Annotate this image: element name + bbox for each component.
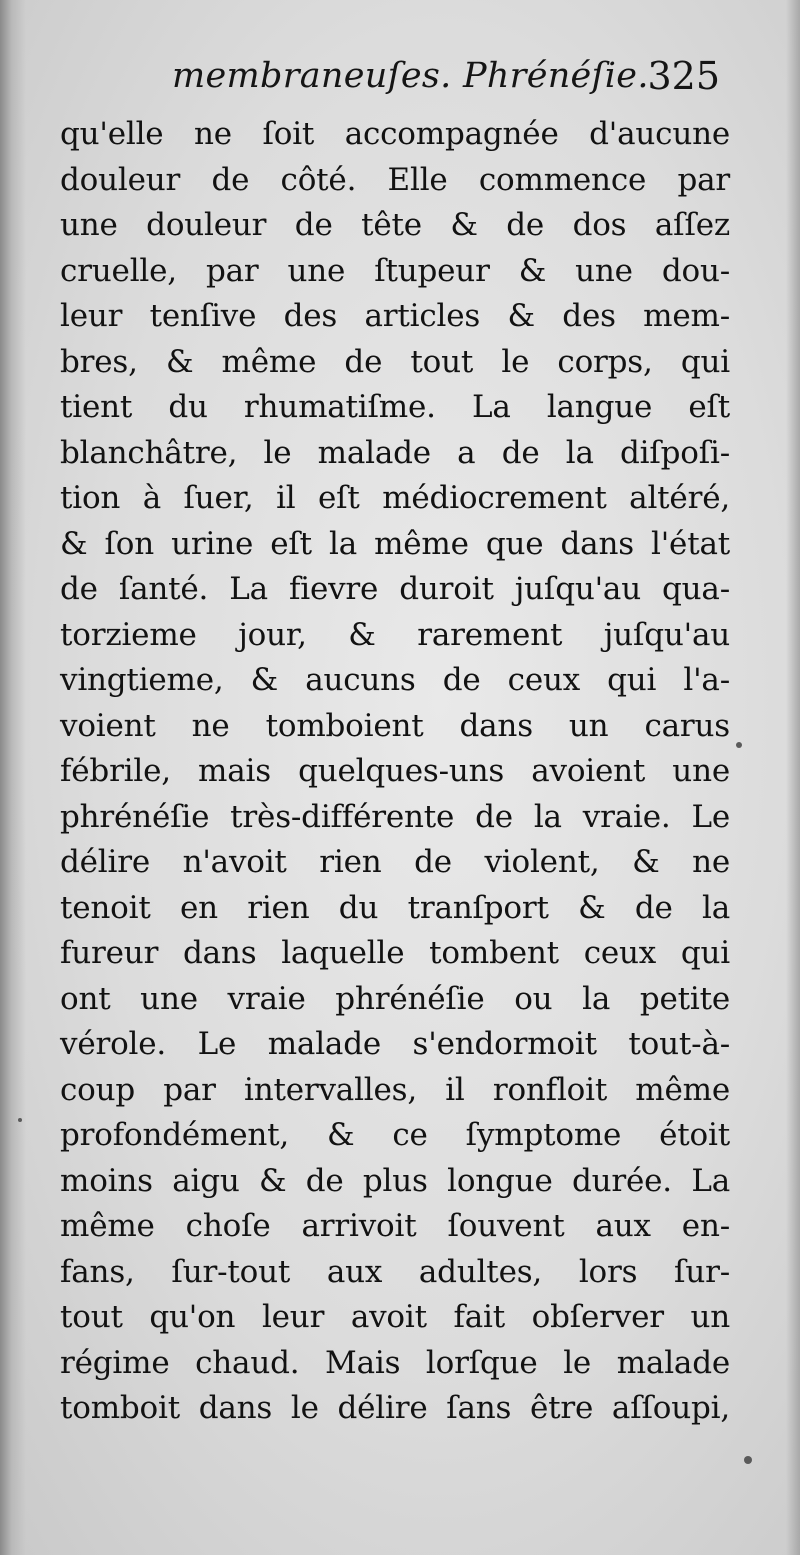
text-line: fans, ſur-tout aux adultes, lors ſur- (60, 1253, 730, 1290)
paper-speck (736, 742, 742, 748)
paper-speck (744, 1456, 752, 1464)
text-line: vérole. Le malade s'endormoit tout-à- (60, 1026, 730, 1062)
text-line: tion à ſuer, il eſt médiocrement altéré, (60, 480, 730, 516)
text-line: fébrile, mais quelques-uns avoient une (60, 753, 730, 789)
page-edge-shadow (786, 0, 800, 1555)
text-line: fureur dans laquelle tombent ceux qui (60, 935, 730, 971)
text-line: de ſanté. La fievre duroit juſqu'au qua- (60, 571, 730, 607)
page-header (60, 52, 720, 108)
text-line: ont une vraie phrénéſie ou la petite (60, 980, 730, 1017)
text-line: & ſon urine eſt la même que dans l'état (60, 525, 730, 562)
text-line: coup par intervalles, il ronfloit même (60, 1071, 730, 1108)
text-line: une douleur de tête & de dos aſſez (60, 207, 730, 243)
text-line: régime chaud. Mais lorſque le malade (60, 1344, 730, 1381)
text-line: leur tenſive des articles & des mem- (60, 298, 730, 334)
text-line: délire n'avoit rien de violent, & ne (60, 844, 730, 880)
text-line: voient ne tomboient dans un carus (60, 707, 730, 744)
text-line: tenoit en rien du tranſport & de la (60, 889, 730, 926)
text-line: torzieme jour, & rarement juſqu'au (60, 616, 730, 653)
text-line: qu'elle ne ſoit accompagnée d'aucune (60, 116, 730, 152)
text-line: tomboit dans le délire ſans être aſſoupi, (60, 1390, 730, 1426)
text-line: phrénéſie très-différente de la vraie. Le (60, 798, 730, 835)
paper-speck (18, 1118, 22, 1122)
body-text (60, 112, 730, 1432)
text-line: même choſe arrivoit ſouvent aux en- (60, 1208, 730, 1244)
text-line: blanchâtre, le malade a de la diſpoſi- (60, 434, 730, 471)
text-line: profondément, & ce ſymptome étoit (60, 1117, 730, 1153)
page-gutter-shadow (0, 0, 26, 1555)
text-line: moins aigu & de plus longue durée. La (60, 1162, 730, 1199)
running-title: membraneuſes. Phrénéſie. (172, 56, 649, 96)
text-line: tout qu'on leur avoit fait obſerver un (60, 1299, 730, 1335)
text-line: bres, & même de tout le corps, qui (60, 343, 730, 380)
text-line: tient du rhumatiſme. La langue eſt (60, 389, 730, 425)
text-line: vingtieme, & aucuns de ceux qui l'a- (60, 662, 730, 698)
text-line: douleur de côté. Elle commence par (60, 161, 730, 198)
page-number: 325 (647, 54, 720, 98)
text-line: cruelle, par une ſtupeur & une dou- (60, 252, 730, 289)
